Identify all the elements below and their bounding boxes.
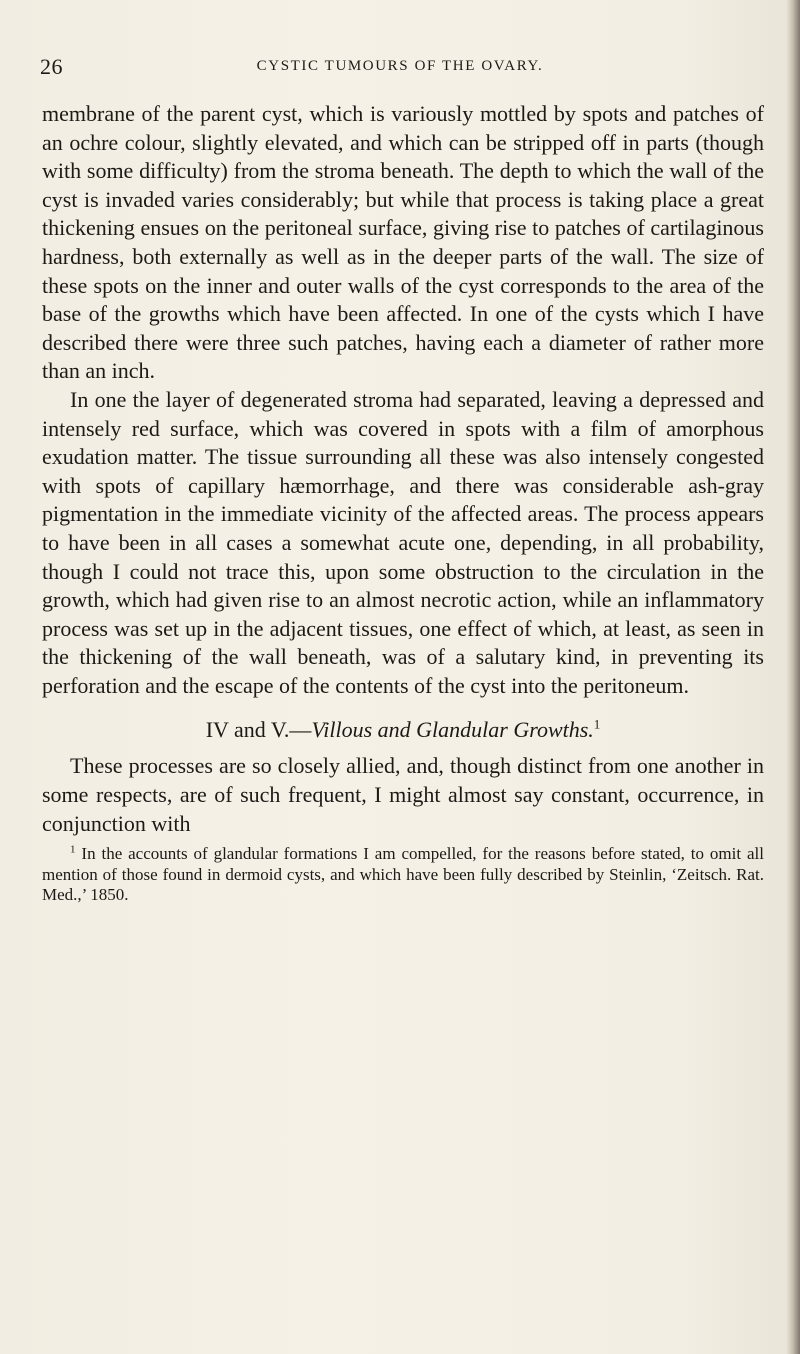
running-title: CYSTIC TUMOURS OF THE OVARY.: [256, 58, 544, 74]
section-heading: [42, 716, 764, 744]
footnote-text: In the accounts of glandular formations I am compelled, for the reasons before stated, to omit all mention of those found in dermoid cysts, and which have been fully described by Steinlin, ‘Zeitsch. Rat. Med.,’ 1850.: [42, 844, 764, 905]
paragraph: In one the layer of degenerated stroma had separated, leaving a depressed and intensely red surface, which was covered in spots with a film of amorphous exudation matter. The tissue surrounding all these was also intensely congested with spots of capillary hæmorrhage, and there was considerable ash-gray pigmentation in the immediate vicinity of the affected areas. The process appears to have been in all cases a somewhat acute one, depending, in all probability, though I could not trace this, upon some obstruction to the circulation in the growth, which had given rise to an almost necrotic action, while an inflammatory process was set up in the adjacent tissues, one effect of which, at least, as seen in the thickening of the wall beneath, was of a salutary kind, in preventing its perforation and the escape of the contents of the cyst into the peritoneum.: [42, 386, 764, 698]
footnote-marker: 1: [70, 843, 76, 856]
page-edge-shadow: [786, 0, 800, 1354]
paragraph: These processes are so closely allied, and, though distinct from one another in some respects, are of such frequent, I might almost say constant, occurrence, in conjunction with: [42, 753, 764, 836]
page-number: 26: [40, 54, 63, 79]
footnote: [42, 844, 764, 906]
section-numerals: IV and V.—: [205, 717, 312, 743]
page-header: [40, 54, 760, 84]
footnote-reference: 1: [593, 717, 601, 733]
section-title: Villous and Glandular Growths.: [311, 717, 594, 743]
paragraph-continued: membrane of the parent cyst, which is variously mottled by spots and patches of an ochre colour, slightly elevated, and which can be stripped off in parts (though with some difficulty) from the stroma beneath. The depth to which the wall of the cyst is invaded varies considerably; but while that process is taking place a great thickening ensues on the peritoneal surface, giving rise to patches of cartilaginous hardness, both externally as well as in the deeper parts of the wall. The size of these spots on the inner and outer walls of the cyst corresponds to the area of the base of the growths which have been affected. In one of the cysts which I have described there were three such patches, having each a diameter of rather more than an inch.: [42, 101, 764, 384]
body-text: [42, 100, 764, 906]
